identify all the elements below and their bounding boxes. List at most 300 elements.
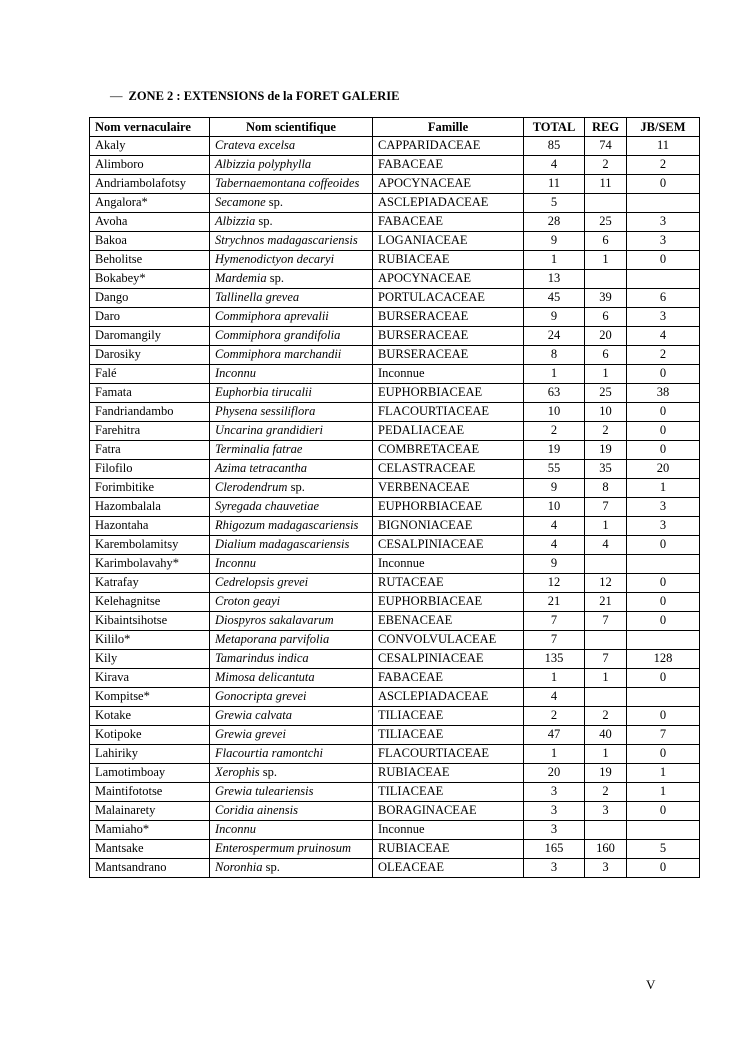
cell-nom-scientifique xyxy=(210,308,373,327)
cell-total: 28 xyxy=(524,213,585,232)
cell-nom-scientifique xyxy=(210,213,373,232)
cell-jb-sem: 3 xyxy=(627,232,700,251)
cell-reg: 2 xyxy=(585,156,627,175)
cell-jb-sem xyxy=(627,631,700,650)
cell-famille: RUBIACEAE xyxy=(373,251,524,270)
cell-nom-vernaculaire: Alimboro xyxy=(90,156,210,175)
species-abbrev-text: sp. xyxy=(262,765,278,779)
scientific-name-text: Coridia ainensis xyxy=(215,803,298,817)
scientific-name-text: Clerodendrum xyxy=(215,480,288,494)
cell-nom-vernaculaire: Daromangily xyxy=(90,327,210,346)
cell-reg: 4 xyxy=(585,536,627,555)
scientific-name-text: Diospyros sakalavarum xyxy=(215,613,334,627)
cell-jb-sem: 20 xyxy=(627,460,700,479)
cell-nom-scientifique xyxy=(210,574,373,593)
cell-famille: PEDALIACEAE xyxy=(373,422,524,441)
cell-nom-vernaculaire: Forimbitike xyxy=(90,479,210,498)
cell-jb-sem: 3 xyxy=(627,308,700,327)
table-row xyxy=(90,650,700,669)
cell-total: 2 xyxy=(524,707,585,726)
table-row xyxy=(90,441,700,460)
cell-reg: 3 xyxy=(585,802,627,821)
cell-jb-sem: 0 xyxy=(627,536,700,555)
heading-title: ZONE 2 : EXTENSIONS de la FORET GALERIE xyxy=(128,89,400,103)
table-row xyxy=(90,745,700,764)
cell-nom-vernaculaire: Filofilo xyxy=(90,460,210,479)
table-row xyxy=(90,859,700,878)
header-reg: REG xyxy=(585,118,627,137)
cell-reg: 7 xyxy=(585,612,627,631)
cell-jb-sem xyxy=(627,821,700,840)
cell-nom-vernaculaire: Angalora* xyxy=(90,194,210,213)
cell-jb-sem xyxy=(627,194,700,213)
cell-nom-vernaculaire: Mantsake xyxy=(90,840,210,859)
cell-nom-scientifique xyxy=(210,479,373,498)
cell-jb-sem: 6 xyxy=(627,289,700,308)
cell-jb-sem: 0 xyxy=(627,593,700,612)
scientific-name-text: Commiphora aprevalii xyxy=(215,309,329,323)
cell-famille: RUBIACEAE xyxy=(373,840,524,859)
cell-jb-sem: 3 xyxy=(627,517,700,536)
cell-nom-vernaculaire: Kotipoke xyxy=(90,726,210,745)
cell-reg xyxy=(585,555,627,574)
cell-reg xyxy=(585,270,627,289)
scientific-name-text: Commiphora marchandii xyxy=(215,347,342,361)
cell-nom-scientifique xyxy=(210,859,373,878)
cell-nom-scientifique xyxy=(210,669,373,688)
cell-reg: 7 xyxy=(585,498,627,517)
table-row xyxy=(90,821,700,840)
cell-jb-sem: 3 xyxy=(627,213,700,232)
cell-nom-scientifique xyxy=(210,365,373,384)
scientific-name-text: Tabernaemontana coffeoides xyxy=(215,176,360,190)
table-row xyxy=(90,707,700,726)
cell-total: 1 xyxy=(524,365,585,384)
table-row xyxy=(90,422,700,441)
scientific-name-text: Metaporana parvifolia xyxy=(215,632,330,646)
table-row xyxy=(90,669,700,688)
scientific-name-text: Enterospermum pruinosum xyxy=(215,841,351,855)
cell-nom-scientifique xyxy=(210,840,373,859)
scientific-name-text: Albizzia xyxy=(215,214,256,228)
cell-famille: TILIACEAE xyxy=(373,783,524,802)
cell-famille: VERBENACEAE xyxy=(373,479,524,498)
cell-jb-sem: 0 xyxy=(627,745,700,764)
scientific-name-text: Mimosa delicantuta xyxy=(215,670,315,684)
cell-reg: 6 xyxy=(585,232,627,251)
cell-jb-sem: 2 xyxy=(627,156,700,175)
cell-famille: Inconnue xyxy=(373,555,524,574)
cell-famille: ASCLEPIADACEAE xyxy=(373,688,524,707)
cell-jb-sem: 38 xyxy=(627,384,700,403)
cell-reg: 6 xyxy=(585,308,627,327)
cell-nom-scientifique xyxy=(210,536,373,555)
species-abbrev-text: sp. xyxy=(265,860,280,874)
cell-famille: Inconnue xyxy=(373,821,524,840)
cell-reg: 2 xyxy=(585,783,627,802)
cell-jb-sem: 0 xyxy=(627,574,700,593)
cell-reg: 8 xyxy=(585,479,627,498)
table-row xyxy=(90,555,700,574)
cell-nom-vernaculaire: Hazontaha xyxy=(90,517,210,536)
cell-jb-sem xyxy=(627,555,700,574)
cell-reg: 35 xyxy=(585,460,627,479)
scientific-name-text: Syregada chauvetiae xyxy=(215,499,320,513)
cell-famille: EBENACEAE xyxy=(373,612,524,631)
cell-reg: 7 xyxy=(585,650,627,669)
cell-reg: 20 xyxy=(585,327,627,346)
cell-famille: EUPHORBIACEAE xyxy=(373,593,524,612)
cell-nom-vernaculaire: Beholitse xyxy=(90,251,210,270)
scientific-name-text: Secamone xyxy=(215,195,266,209)
cell-nom-vernaculaire: Andriambolafotsy xyxy=(90,175,210,194)
table-row xyxy=(90,726,700,745)
cell-nom-scientifique xyxy=(210,289,373,308)
header-nom-vernaculaire: Nom vernaculaire xyxy=(90,118,210,137)
scientific-name-text: Croton geayi xyxy=(215,594,281,608)
table-row xyxy=(90,137,700,156)
scientific-name-text: Terminalia fatrae xyxy=(215,442,303,456)
cell-nom-vernaculaire: Kirava xyxy=(90,669,210,688)
cell-famille: LOGANIACEAE xyxy=(373,232,524,251)
header-nom-scientifique: Nom scientifique xyxy=(210,118,373,137)
table-row xyxy=(90,479,700,498)
scientific-name-text: Rhigozum madagascariensis xyxy=(215,518,359,532)
cell-total: 4 xyxy=(524,688,585,707)
scientific-name-text: Physena sessiliflora xyxy=(215,404,316,418)
table-row xyxy=(90,327,700,346)
cell-nom-scientifique xyxy=(210,555,373,574)
cell-total: 55 xyxy=(524,460,585,479)
table-row xyxy=(90,593,700,612)
cell-total: 1 xyxy=(524,251,585,270)
cell-nom-scientifique xyxy=(210,384,373,403)
scientific-name-text: Crateva excelsa xyxy=(215,138,296,152)
cell-nom-vernaculaire: Mamiaho* xyxy=(90,821,210,840)
scientific-name-text: Cedrelopsis grevei xyxy=(215,575,309,589)
cell-reg: 19 xyxy=(585,441,627,460)
cell-famille: CELASTRACEAE xyxy=(373,460,524,479)
cell-nom-scientifique xyxy=(210,802,373,821)
cell-jb-sem: 7 xyxy=(627,726,700,745)
cell-nom-scientifique xyxy=(210,327,373,346)
species-abbrev-text: sp. xyxy=(269,271,284,285)
cell-nom-vernaculaire: Lamotimboay xyxy=(90,764,210,783)
scientific-name-text: Noronhia xyxy=(215,860,263,874)
cell-nom-scientifique xyxy=(210,194,373,213)
cell-famille: PORTULACACEAE xyxy=(373,289,524,308)
species-abbrev-text: sp. xyxy=(258,214,273,228)
cell-reg xyxy=(585,688,627,707)
cell-famille: CESALPINIACEAE xyxy=(373,650,524,669)
cell-famille: RUBIACEAE xyxy=(373,764,524,783)
cell-total: 3 xyxy=(524,802,585,821)
cell-reg: 2 xyxy=(585,707,627,726)
scientific-name-text: Flacourtia ramontchi xyxy=(215,746,323,760)
cell-total: 11 xyxy=(524,175,585,194)
cell-nom-vernaculaire: Avoha xyxy=(90,213,210,232)
cell-famille: FABACEAE xyxy=(373,156,524,175)
cell-nom-vernaculaire: Karembolamitsy xyxy=(90,536,210,555)
cell-reg xyxy=(585,194,627,213)
table-row xyxy=(90,498,700,517)
scientific-name-text: Inconnu xyxy=(215,556,256,570)
cell-reg: 1 xyxy=(585,365,627,384)
cell-jb-sem xyxy=(627,270,700,289)
cell-jb-sem: 4 xyxy=(627,327,700,346)
cell-nom-vernaculaire: Darosiky xyxy=(90,346,210,365)
cell-jb-sem: 5 xyxy=(627,840,700,859)
table-row xyxy=(90,574,700,593)
cell-reg: 3 xyxy=(585,859,627,878)
cell-reg: 11 xyxy=(585,175,627,194)
cell-reg xyxy=(585,631,627,650)
cell-famille: BURSERACEAE xyxy=(373,327,524,346)
table-row xyxy=(90,194,700,213)
cell-total: 7 xyxy=(524,631,585,650)
cell-famille: TILIACEAE xyxy=(373,726,524,745)
cell-jb-sem: 1 xyxy=(627,783,700,802)
table-row xyxy=(90,156,700,175)
cell-famille: CESALPINIACEAE xyxy=(373,536,524,555)
cell-reg xyxy=(585,821,627,840)
table-row xyxy=(90,460,700,479)
table-row xyxy=(90,403,700,422)
cell-total: 45 xyxy=(524,289,585,308)
cell-total: 9 xyxy=(524,308,585,327)
cell-nom-vernaculaire: Farehitra xyxy=(90,422,210,441)
cell-total: 12 xyxy=(524,574,585,593)
cell-total: 20 xyxy=(524,764,585,783)
cell-reg: 1 xyxy=(585,251,627,270)
cell-famille: FLACOURTIACEAE xyxy=(373,745,524,764)
cell-nom-vernaculaire: Bakoa xyxy=(90,232,210,251)
cell-nom-scientifique xyxy=(210,745,373,764)
table-row xyxy=(90,232,700,251)
cell-total: 3 xyxy=(524,783,585,802)
cell-total: 135 xyxy=(524,650,585,669)
table-row xyxy=(90,384,700,403)
cell-jb-sem: 0 xyxy=(627,175,700,194)
cell-nom-scientifique xyxy=(210,707,373,726)
cell-nom-vernaculaire: Famata xyxy=(90,384,210,403)
cell-total: 10 xyxy=(524,498,585,517)
scientific-name-text: Xerophis xyxy=(215,765,260,779)
scientific-name-text: Mardemia xyxy=(215,271,267,285)
cell-famille: BORAGINACEAE xyxy=(373,802,524,821)
cell-nom-scientifique xyxy=(210,821,373,840)
scientific-name-text: Gonocripta grevei xyxy=(215,689,307,703)
cell-jb-sem: 11 xyxy=(627,137,700,156)
cell-reg: 2 xyxy=(585,422,627,441)
heading-dash: — xyxy=(110,89,123,103)
cell-nom-vernaculaire: Fatra xyxy=(90,441,210,460)
cell-reg: 25 xyxy=(585,384,627,403)
table-header-row xyxy=(90,118,700,137)
table-row xyxy=(90,688,700,707)
cell-reg: 12 xyxy=(585,574,627,593)
table-row xyxy=(90,365,700,384)
cell-total: 1 xyxy=(524,745,585,764)
species-table xyxy=(89,117,700,878)
scientific-name-text: Tamarindus indica xyxy=(215,651,309,665)
cell-famille: APOCYNACEAE xyxy=(373,175,524,194)
table-row xyxy=(90,289,700,308)
cell-nom-vernaculaire: Malainarety xyxy=(90,802,210,821)
cell-total: 1 xyxy=(524,669,585,688)
cell-total: 24 xyxy=(524,327,585,346)
cell-nom-vernaculaire: Hazombalala xyxy=(90,498,210,517)
table-row xyxy=(90,517,700,536)
cell-nom-scientifique xyxy=(210,783,373,802)
cell-total: 4 xyxy=(524,517,585,536)
cell-famille: EUPHORBIACEAE xyxy=(373,498,524,517)
cell-total: 3 xyxy=(524,821,585,840)
cell-jb-sem: 1 xyxy=(627,479,700,498)
cell-reg: 25 xyxy=(585,213,627,232)
scientific-name-text: Inconnu xyxy=(215,366,256,380)
cell-total: 8 xyxy=(524,346,585,365)
cell-jb-sem: 0 xyxy=(627,365,700,384)
cell-famille: RUTACEAE xyxy=(373,574,524,593)
cell-reg: 1 xyxy=(585,745,627,764)
table-row xyxy=(90,783,700,802)
cell-jb-sem: 0 xyxy=(627,859,700,878)
cell-famille: FLACOURTIACEAE xyxy=(373,403,524,422)
header-jb-sem: JB/SEM xyxy=(627,118,700,137)
cell-total: 63 xyxy=(524,384,585,403)
scientific-name-text: Hymenodictyon decaryi xyxy=(215,252,335,266)
cell-nom-vernaculaire: Kily xyxy=(90,650,210,669)
cell-nom-scientifique xyxy=(210,517,373,536)
scientific-name-text: Commiphora grandifolia xyxy=(215,328,341,342)
species-abbrev-text: sp. xyxy=(268,195,284,209)
cell-total: 21 xyxy=(524,593,585,612)
scientific-name-text: Euphorbia tirucalii xyxy=(215,385,312,399)
cell-total: 5 xyxy=(524,194,585,213)
table-row xyxy=(90,612,700,631)
cell-nom-scientifique xyxy=(210,156,373,175)
cell-jb-sem: 0 xyxy=(627,707,700,726)
cell-total: 19 xyxy=(524,441,585,460)
cell-jb-sem: 0 xyxy=(627,251,700,270)
cell-jb-sem: 0 xyxy=(627,403,700,422)
header-total: TOTAL xyxy=(524,118,585,137)
cell-nom-scientifique xyxy=(210,270,373,289)
cell-famille: TILIACEAE xyxy=(373,707,524,726)
cell-nom-scientifique xyxy=(210,631,373,650)
cell-nom-vernaculaire: Dango xyxy=(90,289,210,308)
cell-famille: CAPPARIDACEAE xyxy=(373,137,524,156)
scientific-name-text: Grewia calvata xyxy=(215,708,292,722)
table-row xyxy=(90,308,700,327)
table-row xyxy=(90,764,700,783)
cell-nom-scientifique xyxy=(210,460,373,479)
table-row xyxy=(90,270,700,289)
cell-nom-vernaculaire: Katrafay xyxy=(90,574,210,593)
scientific-name-text: Tallinella grevea xyxy=(215,290,300,304)
cell-famille: FABACEAE xyxy=(373,213,524,232)
cell-reg: 39 xyxy=(585,289,627,308)
cell-nom-vernaculaire: Kotake xyxy=(90,707,210,726)
cell-nom-vernaculaire: Kelehagnitse xyxy=(90,593,210,612)
cell-total: 7 xyxy=(524,612,585,631)
scientific-name-text: Uncarina grandidieri xyxy=(215,423,323,437)
cell-reg: 1 xyxy=(585,517,627,536)
page-number: V xyxy=(646,977,656,992)
cell-nom-scientifique xyxy=(210,498,373,517)
cell-nom-scientifique xyxy=(210,137,373,156)
table-row xyxy=(90,840,700,859)
cell-nom-vernaculaire: Mantsandrano xyxy=(90,859,210,878)
cell-reg: 10 xyxy=(585,403,627,422)
cell-jb-sem: 0 xyxy=(627,669,700,688)
scientific-name-text: Grewia tuleariensis xyxy=(215,784,314,798)
cell-nom-scientifique xyxy=(210,232,373,251)
cell-total: 9 xyxy=(524,479,585,498)
cell-nom-scientifique xyxy=(210,175,373,194)
cell-reg: 160 xyxy=(585,840,627,859)
cell-reg: 21 xyxy=(585,593,627,612)
cell-nom-vernaculaire: Kompitse* xyxy=(90,688,210,707)
table-body xyxy=(90,137,700,878)
cell-total: 9 xyxy=(524,232,585,251)
cell-nom-scientifique xyxy=(210,612,373,631)
cell-nom-scientifique xyxy=(210,403,373,422)
table-row xyxy=(90,346,700,365)
cell-nom-vernaculaire: Daro xyxy=(90,308,210,327)
cell-famille: BURSERACEAE xyxy=(373,346,524,365)
table-row xyxy=(90,175,700,194)
cell-famille: OLEACEAE xyxy=(373,859,524,878)
cell-jb-sem: 2 xyxy=(627,346,700,365)
cell-jb-sem xyxy=(627,688,700,707)
cell-total: 2 xyxy=(524,422,585,441)
scientific-name-text: Dialium madagascariensis xyxy=(215,537,350,551)
cell-nom-vernaculaire: Falé xyxy=(90,365,210,384)
cell-nom-vernaculaire: Akaly xyxy=(90,137,210,156)
cell-total: 13 xyxy=(524,270,585,289)
cell-nom-vernaculaire: Kibaintsihotse xyxy=(90,612,210,631)
cell-nom-scientifique xyxy=(210,726,373,745)
cell-nom-scientifique xyxy=(210,593,373,612)
cell-nom-scientifique xyxy=(210,346,373,365)
scientific-name-text: Grewia grevei xyxy=(215,727,286,741)
table-row xyxy=(90,213,700,232)
cell-jb-sem: 0 xyxy=(627,802,700,821)
cell-famille: APOCYNACEAE xyxy=(373,270,524,289)
scientific-name-text: Albizzia polyphylla xyxy=(215,157,312,171)
section-heading xyxy=(110,89,400,104)
scientific-name-text: Azima tetracantha xyxy=(215,461,308,475)
cell-famille: BURSERACEAE xyxy=(373,308,524,327)
cell-total: 4 xyxy=(524,536,585,555)
cell-reg: 1 xyxy=(585,669,627,688)
cell-famille: COMBRETACEAE xyxy=(373,441,524,460)
cell-nom-scientifique xyxy=(210,422,373,441)
cell-jb-sem: 0 xyxy=(627,441,700,460)
cell-total: 47 xyxy=(524,726,585,745)
table-row xyxy=(90,631,700,650)
cell-nom-vernaculaire: Lahiriky xyxy=(90,745,210,764)
cell-famille: ASCLEPIADACEAE xyxy=(373,194,524,213)
cell-total: 4 xyxy=(524,156,585,175)
cell-total: 9 xyxy=(524,555,585,574)
cell-nom-vernaculaire: Kililo* xyxy=(90,631,210,650)
cell-nom-scientifique xyxy=(210,251,373,270)
cell-reg: 19 xyxy=(585,764,627,783)
cell-famille: BIGNONIACEAE xyxy=(373,517,524,536)
